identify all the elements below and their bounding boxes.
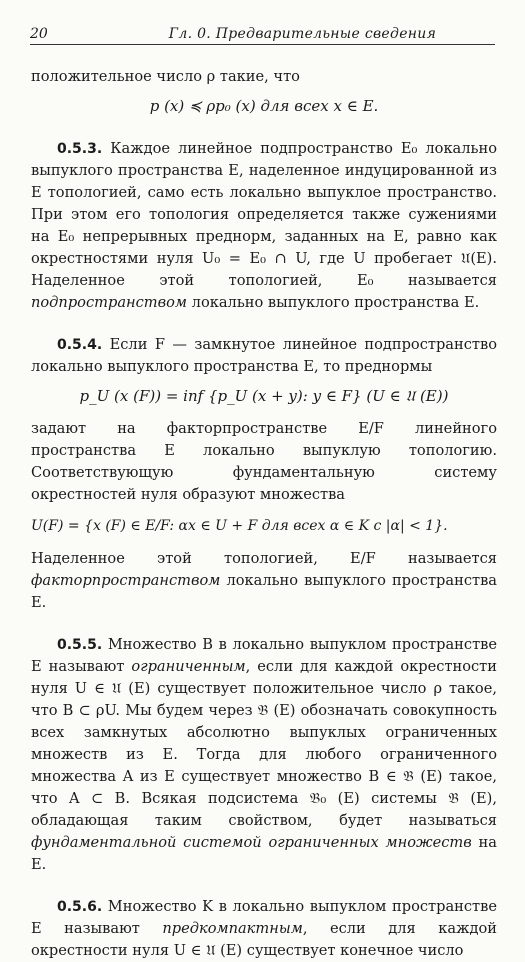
running-header	[30, 26, 495, 45]
section-number: 0.5.6.	[57, 899, 103, 915]
paragraph	[31, 66, 497, 88]
text-run: задают на факторпространстве E/F линейного пространства E локально выпуклую топологию. Соответствующую фундаментальную систему окрестностей нуля образуют множества	[31, 420, 497, 503]
section-paragraph	[31, 896, 497, 962]
text-run: Множество B в локально выпуклом пространстве E называют	[31, 636, 497, 675]
section-paragraph	[31, 334, 497, 378]
text-run: Наделенное этой топологией, E/F называется	[31, 550, 497, 567]
page-body	[31, 66, 497, 962]
section-number: 0.5.4.	[57, 337, 103, 353]
section-paragraph	[31, 634, 497, 876]
text-run: Множество K в локально выпуклом пространстве E называют	[31, 898, 497, 937]
text-run: на E.	[31, 834, 497, 873]
text-run: положительное число ρ такие, что	[31, 68, 300, 85]
section-number: 0.5.3.	[57, 141, 103, 157]
paragraph	[31, 418, 497, 506]
text-run: Если F — замкнутое линейное подпространство локально выпуклого пространства E, то преднормы	[31, 336, 497, 375]
text-run: , если для каждой окрестности нуля U ∈ 𝔘 (E) существует положительное число ρ такое, что B ⊂ ρU. Мы будем через 𝔅 (E) обозначать совокупность всех замкнутых абсолютно выпуклых ограниченных множеств из E. Тогда для любого ограниченного множества A из E существует множество B ∈ 𝔅 (E) такое, что A ⊂ B. Всякая подсистема 𝔅₀ (E) системы 𝔅 (E), обладающая таким свойством, будет называться	[31, 658, 497, 829]
display-formula: p (x) ≼ ρp₀ (x) для всех x ∈ E.	[149, 97, 379, 115]
section-paragraph	[31, 138, 497, 314]
text-run: локально выпуклого пространства E.	[31, 572, 497, 611]
defined-term: ограниченным	[131, 658, 246, 675]
defined-term: предкомпактным	[162, 920, 303, 937]
running-title: Гл. 0. Предварительные сведения	[168, 26, 437, 42]
defined-term: факторпространством	[31, 572, 221, 589]
text-run: , если для каждой окрестности нуля U ∈ 𝔘 (E) существует конечное число	[31, 920, 497, 959]
page-number: 20	[30, 26, 48, 42]
display-formula: U(F) = {x (F) ∈ E/F: αx ∈ U + F для всех α ∈ K с |α| < 1}.	[31, 518, 448, 534]
text-run: Каждое линейное подпространство E₀ локально выпуклого пространства E, наделенное индуцированной из E топологией, само есть локально выпуклое пространство. При этом его топология определяется также сужениями на E₀ непрерывных преднорм, заданных на E, равно как окрестностями нуля U₀ = E₀ ∩ U, где U пробегает 𝔘(E). Наделенное этой топологией, E₀ называется	[31, 140, 497, 289]
paragraph	[31, 548, 497, 614]
section-number: 0.5.5.	[57, 637, 103, 653]
defined-term: подпространством	[31, 294, 188, 311]
defined-term: фундаментальной системой ограниченных множеств	[31, 834, 472, 851]
display-formula: p_U (x (F)) = inf {p_U (x + y): y ∈ F} (U ∈ 𝔘 (E))	[79, 387, 449, 405]
text-run: локально выпуклого пространства E.	[187, 294, 480, 311]
